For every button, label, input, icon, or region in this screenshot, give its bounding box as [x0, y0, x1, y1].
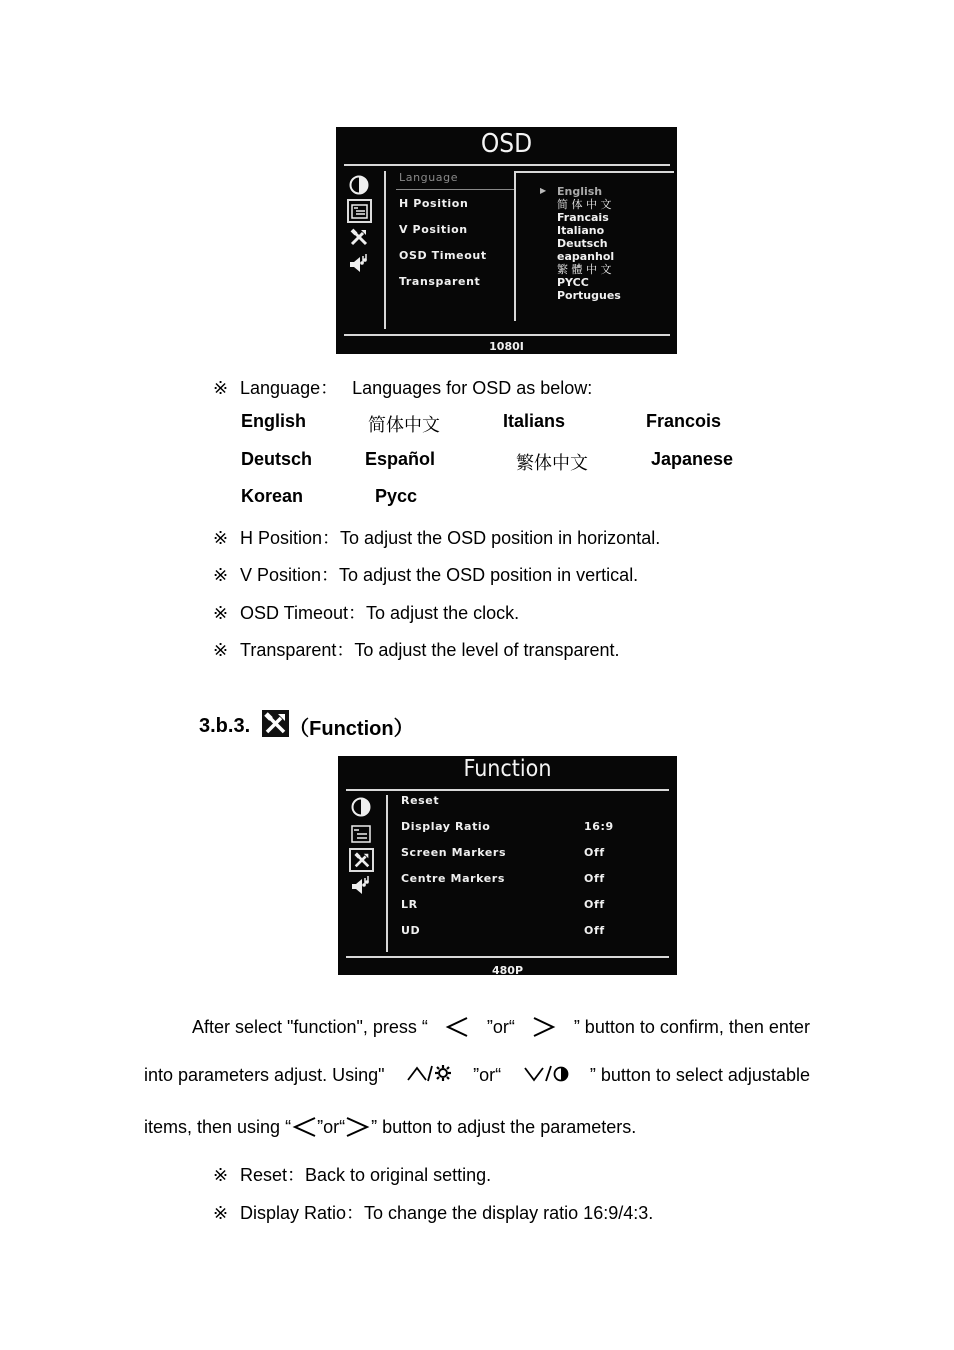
- language-option: 繁 體 中 文: [557, 263, 612, 276]
- h-position-bullet: [213, 524, 660, 550]
- instruction-text: ” button to adjust the parameters.: [371, 1116, 637, 1137]
- osd-title-divider: [344, 164, 670, 166]
- reference-mark: ※: [213, 528, 229, 548]
- selection-arrow-icon: ▶: [540, 186, 547, 195]
- bullet-text: Display Ratio：To change the display ratio 16:9/4:3.: [240, 1203, 654, 1223]
- contrast-icon: [348, 174, 370, 196]
- function-value-screen-markers: Off: [584, 846, 605, 859]
- function-value-ud: Off: [584, 924, 605, 937]
- osd-icon-divider: [384, 171, 386, 329]
- language-korean: Korean: [241, 486, 304, 506]
- instruction-text: into parameters adjust. Using": [144, 1065, 385, 1085]
- language-simplified-chinese: 简体中文: [368, 415, 440, 435]
- speaker-icon: [350, 875, 372, 897]
- function-value-display-ratio: 16:9: [584, 820, 614, 833]
- language-bullet: [213, 374, 592, 400]
- language-espanol: Español: [365, 449, 436, 469]
- language-option: Deutsch: [557, 237, 608, 250]
- instruction-text: ” button to select adjustable: [589, 1065, 810, 1085]
- language-option: Portugues: [557, 289, 621, 302]
- language-traditional-chinese: 繁体中文: [516, 453, 588, 473]
- bullet-text: Transparent：To adjust the level of transparent.: [240, 640, 620, 660]
- instruction-text: ”or“: [317, 1116, 346, 1137]
- language-english: English: [241, 411, 307, 431]
- right-arrow-icon: [345, 1116, 371, 1138]
- function-item-reset: Reset: [401, 794, 440, 807]
- function-item-centre-markers: Centre Markers: [401, 872, 505, 885]
- function-footer-divider: [346, 956, 669, 958]
- display-ratio-bullet: [213, 1199, 653, 1225]
- up-menu-icon: [406, 1064, 452, 1087]
- osd-item-h-position: H Position: [399, 197, 469, 210]
- function-title-divider: [346, 789, 669, 791]
- instruction-text: ”or“: [486, 1016, 515, 1037]
- language-option: English: [557, 185, 603, 198]
- osd-item-language: Language: [399, 171, 459, 184]
- osd-item-transparent: Transparent: [399, 275, 481, 288]
- right-arrow-icon: [532, 1016, 556, 1038]
- instruction-text: ” button to confirm, then enter: [573, 1016, 810, 1037]
- reference-mark: ※: [213, 640, 229, 660]
- section-heading: [199, 712, 414, 741]
- language-japanese: Japanese: [651, 449, 734, 469]
- language-option: PYCC: [557, 276, 589, 289]
- bullet-text: OSD Timeout：To adjust the clock.: [240, 603, 520, 623]
- tools-icon: [262, 710, 289, 737]
- language-option: Francais: [557, 211, 609, 224]
- instruction-text: After select "function", press “: [192, 1016, 428, 1037]
- reference-mark: ※: [213, 1203, 229, 1223]
- menu-page-icon: [350, 823, 372, 845]
- osd-item-osd-timeout: OSD Timeout: [399, 249, 487, 262]
- instruction-line-2: [144, 1064, 810, 1087]
- language-pycc: Pycc: [375, 486, 418, 506]
- function-title: Function: [463, 756, 552, 782]
- instruction-text: ”or“: [473, 1065, 502, 1085]
- osd-language-underline: [396, 189, 514, 190]
- instruction-line-3: [144, 1116, 636, 1138]
- reference-mark: ※: [213, 603, 229, 623]
- section-title: （Function）: [289, 718, 414, 740]
- speaker-icon: [348, 253, 370, 275]
- bullet-text: H Position：To adjust the OSD position in horizontal.: [240, 528, 661, 548]
- section-number: 3.b.3.: [199, 715, 251, 737]
- language-option: 简 体 中 文: [557, 198, 612, 211]
- language-deutsch: Deutsch: [241, 449, 313, 469]
- tools-icon: [349, 848, 374, 872]
- tools-icon: [348, 226, 370, 248]
- instruction-line-1: [192, 1016, 810, 1038]
- function-value-centre-markers: Off: [584, 872, 605, 885]
- function-icon-divider: [386, 795, 388, 952]
- left-arrow-icon: [445, 1016, 469, 1038]
- reference-mark: ※: [213, 378, 229, 398]
- osd-item-v-position: V Position: [399, 223, 468, 236]
- osd-timeout-bullet: [213, 599, 519, 625]
- bullet-text: V Position：To adjust the OSD position in vertical.: [240, 565, 639, 585]
- function-item-lr: LR: [401, 898, 418, 911]
- language-option: Italiano: [557, 224, 605, 237]
- function-item-ud: UD: [401, 924, 421, 937]
- v-position-bullet: [213, 561, 638, 587]
- left-arrow-icon: [291, 1116, 317, 1138]
- language-label: Language：: [240, 378, 339, 398]
- osd-menu-screenshot: [336, 127, 677, 354]
- language-description: Languages for OSD as below:: [352, 378, 593, 398]
- down-contrast-icon: [523, 1064, 569, 1087]
- osd-title: OSD: [480, 129, 533, 159]
- function-menu-screenshot: [338, 756, 677, 975]
- contrast-icon: [350, 796, 372, 818]
- reference-mark: ※: [213, 565, 229, 585]
- reset-bullet: [213, 1161, 491, 1187]
- function-resolution-label: 480P: [491, 964, 524, 975]
- language-italians: Italians: [503, 411, 566, 431]
- function-item-display-ratio: Display Ratio: [401, 820, 491, 833]
- reference-mark: ※: [213, 1165, 229, 1185]
- bullet-text: Reset：Back to original setting.: [240, 1165, 492, 1185]
- function-value-lr: Off: [584, 898, 605, 911]
- instruction-text: items, then using “: [144, 1116, 292, 1137]
- osd-resolution-label: 1080I: [489, 340, 524, 353]
- transparent-bullet: [213, 636, 620, 662]
- menu-page-icon: [347, 199, 372, 223]
- language-francois: Francois: [646, 411, 722, 431]
- function-item-screen-markers: Screen Markers: [401, 846, 507, 859]
- osd-footer-divider: [344, 334, 670, 336]
- language-option: eapanhol: [557, 250, 615, 263]
